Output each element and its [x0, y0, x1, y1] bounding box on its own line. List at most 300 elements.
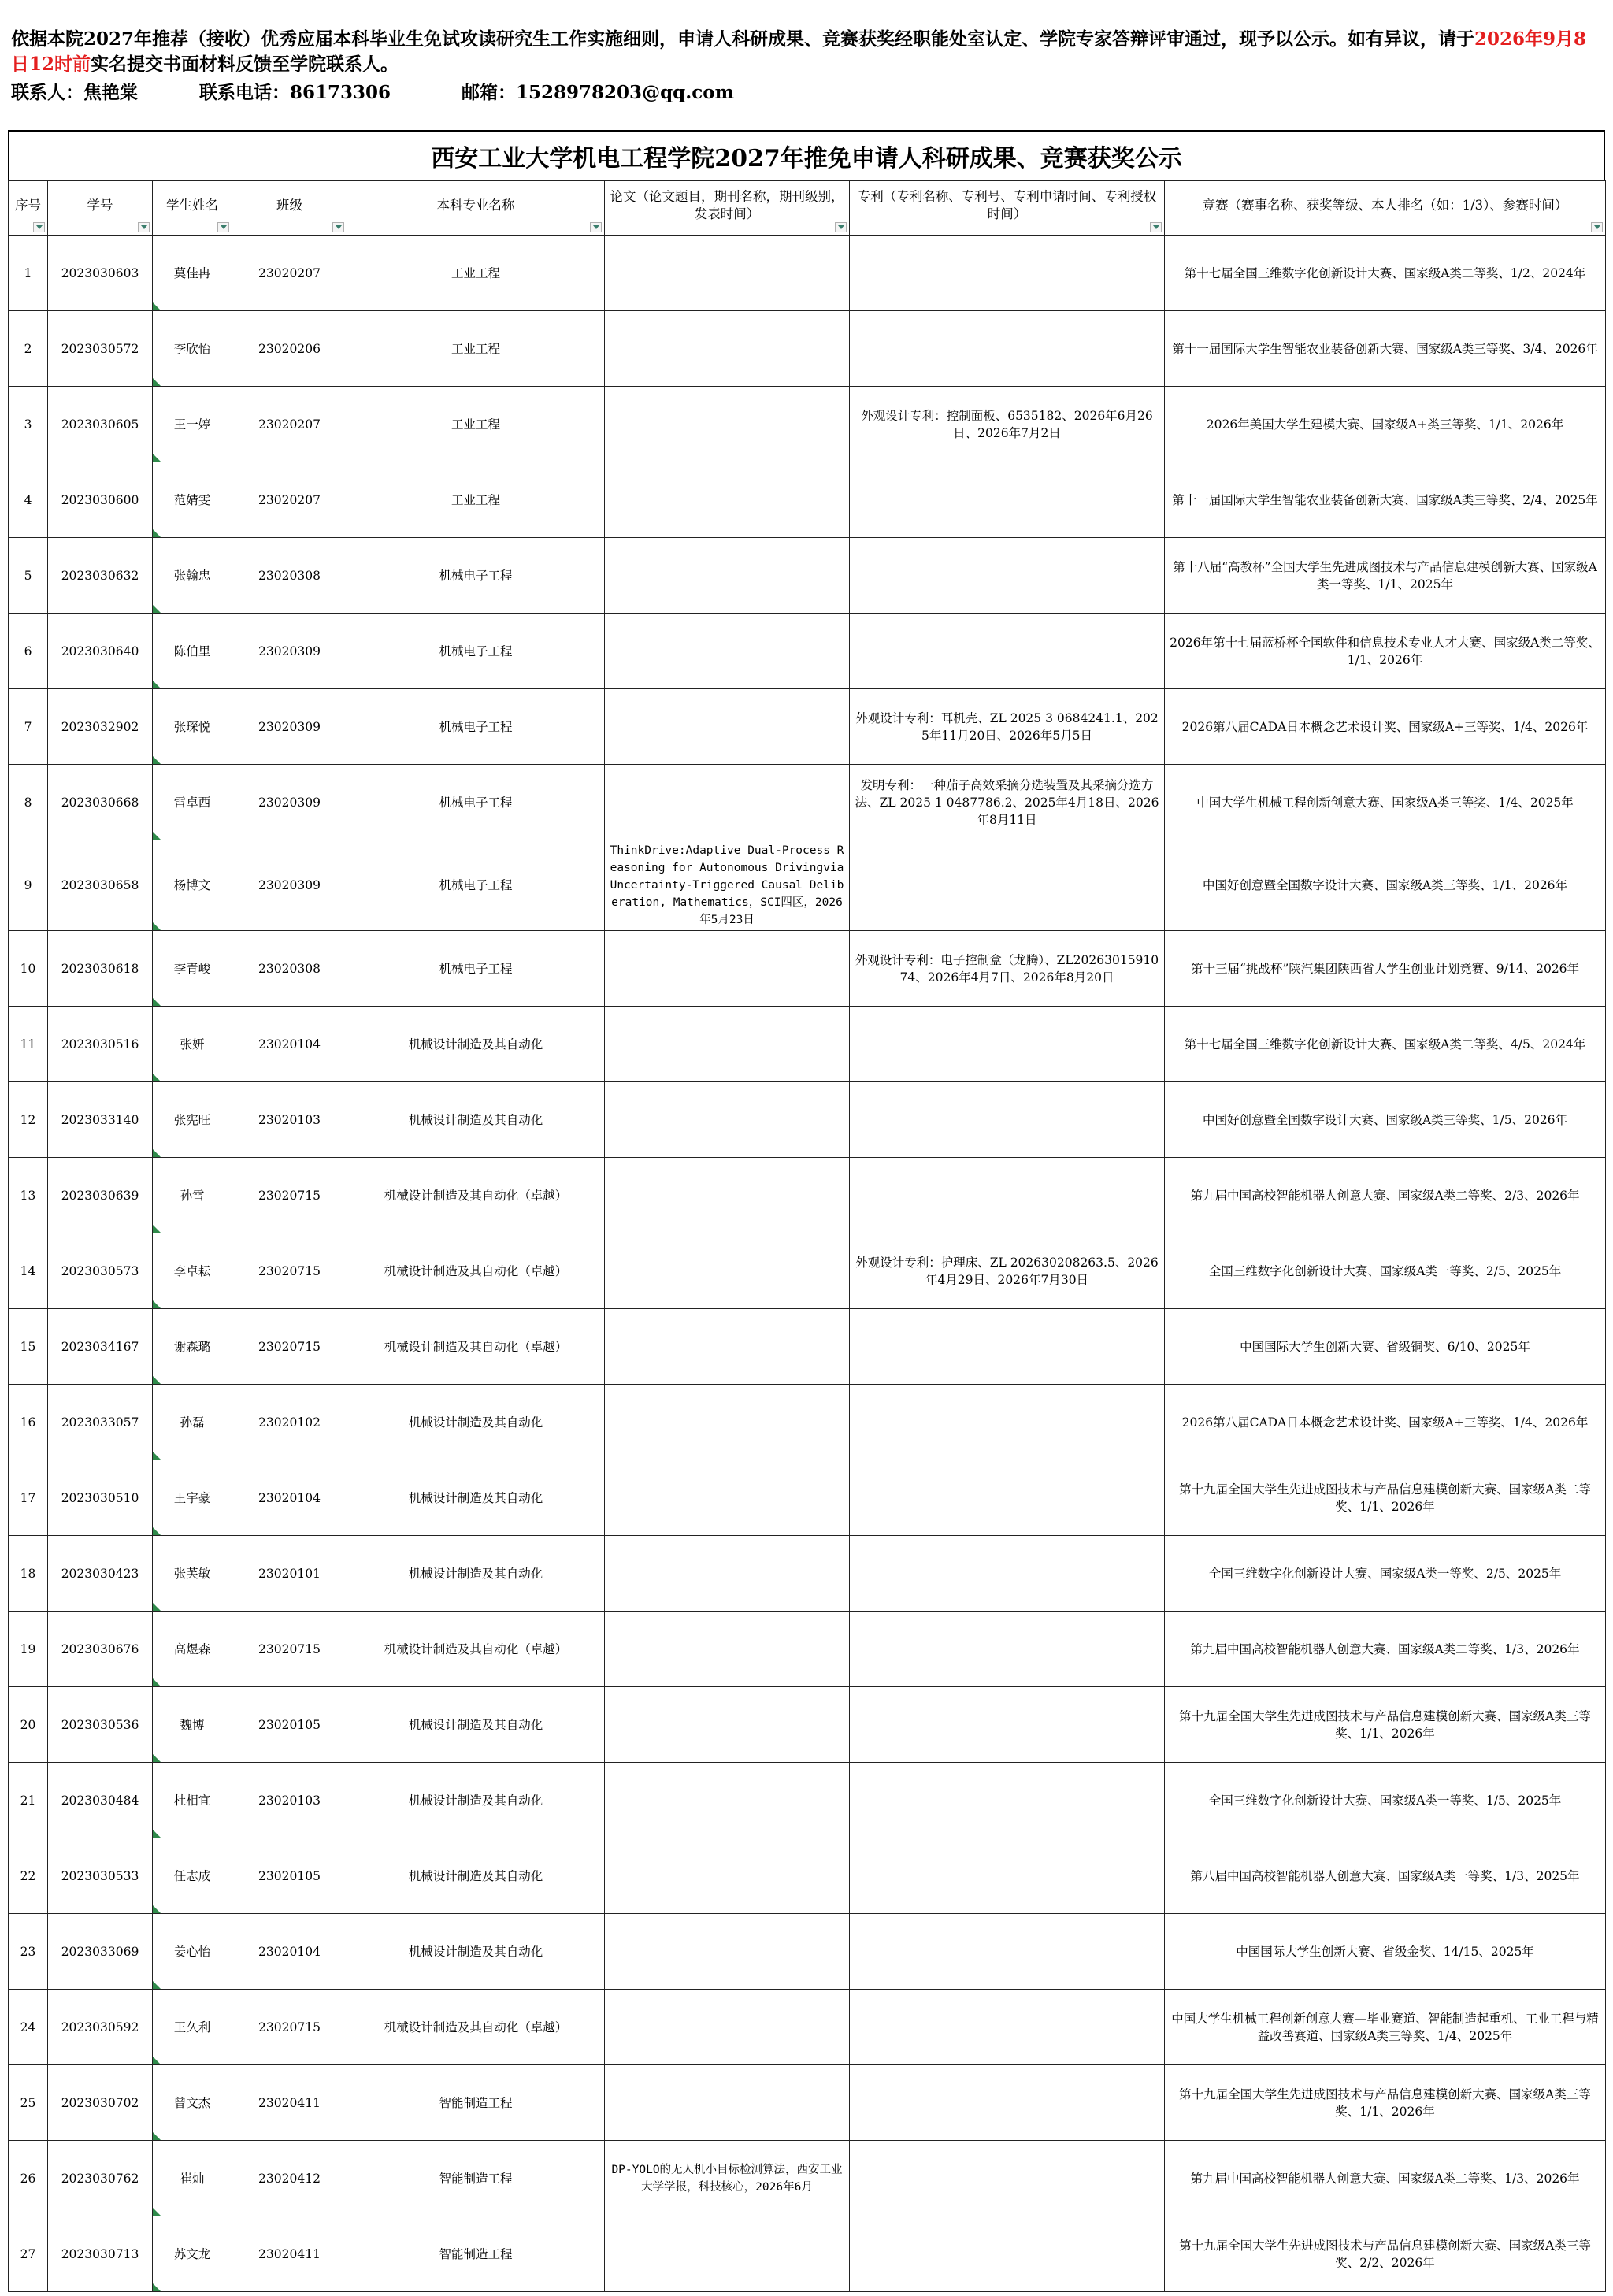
cell-major[interactable]: 机械设计制造及其自动化	[347, 1763, 605, 1838]
cell-student-name[interactable]: 张宪旺	[153, 1082, 232, 1158]
cell-class[interactable]: 23020715	[232, 1233, 347, 1309]
cell-paper[interactable]	[605, 538, 850, 614]
cell-class[interactable]: 23020715	[232, 1612, 347, 1687]
cell-student-id[interactable]: 2023030658	[48, 840, 153, 931]
cell-class[interactable]: 23020715	[232, 1309, 347, 1385]
cell-number[interactable]: 14	[9, 1233, 48, 1309]
cell-marker-icon	[153, 998, 161, 1006]
table-row	[9, 311, 1606, 387]
cell-paper[interactable]	[605, 931, 850, 1007]
cell-major[interactable]: 机械电子工程	[347, 840, 605, 931]
cell-paper[interactable]	[605, 1007, 850, 1082]
cell-major[interactable]: 机械设计制造及其自动化	[347, 1460, 605, 1536]
table-row	[9, 931, 1606, 1007]
cell-paper[interactable]	[605, 689, 850, 765]
cell-number[interactable]: 5	[9, 538, 48, 614]
cell-class[interactable]: 23020104	[232, 1007, 347, 1082]
cell-marker-icon	[153, 1678, 161, 1686]
cell-student-id[interactable]: 2023030423	[48, 1536, 153, 1612]
table-row	[9, 2216, 1606, 2292]
cell-patent[interactable]: 外观设计专利：电子控制盒（龙腾）、ZL2026301591074、2026年4月7日、2026年8月20日	[850, 931, 1165, 1007]
cell-major[interactable]: 机械电子工程	[347, 538, 605, 614]
cell-contest[interactable]: 第九届中国高校智能机器人创意大赛、国家级A类二等奖、1/3、2026年	[1165, 1612, 1606, 1687]
cell-student-name[interactable]: 张芙敏	[153, 1536, 232, 1612]
cell-number[interactable]: 18	[9, 1536, 48, 1612]
cell-contest[interactable]: 第十九届全国大学生先进成图技术与产品信息建模创新大赛、国家级A类二等奖、1/1、2026年	[1165, 1460, 1606, 1536]
cell-student-id[interactable]: 2023030603	[48, 236, 153, 311]
cell-number[interactable]: 4	[9, 462, 48, 538]
cell-patent[interactable]: 外观设计专利：护理床、ZL 202630208263.5、2026年4月29日、2026年7月30日	[850, 1233, 1165, 1309]
cell-student-id[interactable]: 2023030639	[48, 1158, 153, 1233]
header-label: 专利（专利名称、专利号、专利申请时间、专利授权时间）	[857, 189, 1157, 221]
header-label: 论文（论文题目，期刊名称，期刊级别，发表时间）	[610, 189, 844, 221]
cell-number[interactable]: 22	[9, 1838, 48, 1914]
cell-contest[interactable]: 第十三届“挑战杯”陕汽集团陕西省大学生创业计划竞赛、9/14、2026年	[1165, 931, 1606, 1007]
cell-student-name[interactable]: 崔灿	[153, 2141, 232, 2216]
cell-number[interactable]: 26	[9, 2141, 48, 2216]
cell-paper[interactable]	[605, 1763, 850, 1838]
cell-patent[interactable]	[850, 1158, 1165, 1233]
cell-patent[interactable]: 发明专利：一种茄子高效采摘分选装置及其采摘分选方法、ZL 2025 1 0487786.2、2025年4月18日、2026年8月11日	[850, 765, 1165, 840]
cell-class[interactable]: 23020715	[232, 1990, 347, 2065]
cell-contest[interactable]: 2026第八届CADA日本概念艺术设计奖、国家级A+三等奖、1/4、2026年	[1165, 1385, 1606, 1460]
cell-contest[interactable]: 第十九届全国大学生先进成图技术与产品信息建模创新大赛、国家级A类三等奖、1/1、2026年	[1165, 2065, 1606, 2141]
cell-patent[interactable]	[850, 1007, 1165, 1082]
cell-patent[interactable]	[850, 1385, 1165, 1460]
cell-student-id[interactable]: 2023030702	[48, 2065, 153, 2141]
cell-number[interactable]: 24	[9, 1990, 48, 2065]
cell-marker-icon	[153, 681, 161, 688]
notice-intro: 依据本院2027年推荐（接收）优秀应届本科毕业生免试攻读研究生工作实施细则，申请人科研成果、竞赛获奖经职能处室认定、学院专家答辩评审通过，现予以公示。如有异议，请于	[11, 28, 1475, 50]
cell-class[interactable]: 23020102	[232, 1385, 347, 1460]
cell-class[interactable]: 23020105	[232, 1687, 347, 1763]
cell-marker-icon	[153, 1527, 161, 1535]
cell-student-name[interactable]: 孙雪	[153, 1158, 232, 1233]
cell-marker-icon	[153, 1376, 161, 1384]
cell-major[interactable]: 工业工程	[347, 462, 605, 538]
cell-class[interactable]: 23020308	[232, 538, 347, 614]
cell-patent[interactable]	[850, 311, 1165, 387]
cell-patent[interactable]	[850, 1763, 1165, 1838]
cell-number[interactable]: 2	[9, 311, 48, 387]
header-label: 班级	[276, 198, 302, 213]
cell-class[interactable]: 23020412	[232, 2141, 347, 2216]
cell-number[interactable]: 27	[9, 2216, 48, 2292]
cell-paper[interactable]: ThinkDrive:Adaptive Dual-Process Reasoning for Autonomous Drivingvia Uncertainty-Triggered Causal Deliberation, Mathematics，SCI四区，2026年5月23日	[605, 840, 850, 931]
cell-number[interactable]: 11	[9, 1007, 48, 1082]
cell-marker-icon	[153, 1603, 161, 1611]
header-student-id	[48, 181, 153, 236]
cell-major[interactable]: 机械设计制造及其自动化（卓越）	[347, 1990, 605, 2065]
cell-number[interactable]: 23	[9, 1914, 48, 1990]
cell-class[interactable]: 23020103	[232, 1082, 347, 1158]
header-row	[9, 181, 1606, 236]
cell-contest[interactable]: 第十一届国际大学生智能农业装备创新大赛、国家级A类三等奖、2/4、2025年	[1165, 462, 1606, 538]
table-body	[9, 236, 1606, 2292]
filter-dropdown-icon[interactable]	[1150, 222, 1162, 232]
cell-number[interactable]: 3	[9, 387, 48, 462]
cell-number[interactable]: 10	[9, 931, 48, 1007]
cell-contest[interactable]: 中国大学生机械工程创新创意大赛、国家级A类三等奖、1/4、2025年	[1165, 765, 1606, 840]
cell-major[interactable]: 机械电子工程	[347, 931, 605, 1007]
cell-patent[interactable]	[850, 2065, 1165, 2141]
cell-student-id[interactable]: 2023030516	[48, 1007, 153, 1082]
table-row	[9, 538, 1606, 614]
cell-paper[interactable]	[605, 236, 850, 311]
cell-patent[interactable]	[850, 614, 1165, 689]
notice-deadline: 2026年9月8日12时前	[11, 28, 1587, 75]
cell-patent[interactable]	[850, 1082, 1165, 1158]
cell-marker-icon	[153, 529, 161, 537]
table-row	[9, 1460, 1606, 1536]
cell-class[interactable]: 23020104	[232, 1914, 347, 1990]
cell-major[interactable]: 机械设计制造及其自动化	[347, 1687, 605, 1763]
table-row	[9, 689, 1606, 765]
cell-major[interactable]: 机械设计制造及其自动化	[347, 1082, 605, 1158]
cell-contest[interactable]: 中国国际大学生创新大赛、省级铜奖、6/10、2025年	[1165, 1309, 1606, 1385]
filter-dropdown-icon[interactable]	[835, 222, 847, 232]
cell-number[interactable]: 15	[9, 1309, 48, 1385]
cell-patent[interactable]	[850, 1838, 1165, 1914]
cell-number[interactable]: 17	[9, 1460, 48, 1536]
cell-paper[interactable]	[605, 2065, 850, 2141]
cell-student-id[interactable]: 2023030572	[48, 311, 153, 387]
cell-major[interactable]: 智能制造工程	[347, 2065, 605, 2141]
cell-student-name[interactable]: 雷卓西	[153, 765, 232, 840]
cell-marker-icon	[153, 1300, 161, 1308]
cell-student-id[interactable]: 2023033069	[48, 1914, 153, 1990]
cell-paper[interactable]	[605, 1309, 850, 1385]
cell-marker-icon	[153, 2283, 161, 2291]
cell-paper[interactable]	[605, 765, 850, 840]
header-paper	[605, 181, 850, 236]
cell-marker-icon	[153, 2208, 161, 2216]
cell-student-id[interactable]: 2023030668	[48, 765, 153, 840]
cell-student-id[interactable]: 2023030592	[48, 1990, 153, 2065]
filter-dropdown-icon[interactable]	[138, 222, 150, 232]
cell-student-name[interactable]: 陈伯里	[153, 614, 232, 689]
cell-major[interactable]: 机械电子工程	[347, 689, 605, 765]
cell-paper[interactable]	[605, 1612, 850, 1687]
cell-class[interactable]: 23020309	[232, 765, 347, 840]
cell-contest[interactable]: 第十九届全国大学生先进成图技术与产品信息建模创新大赛、国家级A类三等奖、1/1、2026年	[1165, 1687, 1606, 1763]
table-row	[9, 1082, 1606, 1158]
cell-patent[interactable]	[850, 538, 1165, 614]
cell-paper[interactable]	[605, 387, 850, 462]
table-row	[9, 1914, 1606, 1990]
cell-marker-icon	[153, 832, 161, 840]
cell-student-name[interactable]: 范婧雯	[153, 462, 232, 538]
cell-paper[interactable]	[605, 462, 850, 538]
cell-patent[interactable]	[850, 1612, 1165, 1687]
cell-contest[interactable]: 第十九届全国大学生先进成图技术与产品信息建模创新大赛、国家级A类三等奖、2/2、2026年	[1165, 2216, 1606, 2292]
cell-marker-icon	[153, 1754, 161, 1762]
contact-email: 邮箱：1528978203@qq.com	[462, 82, 734, 103]
cell-student-id[interactable]: 2023030605	[48, 387, 153, 462]
cell-contest[interactable]: 全国三维数字化创新设计大赛、国家级A类一等奖、2/5、2025年	[1165, 1536, 1606, 1612]
cell-student-name[interactable]: 杜相宜	[153, 1763, 232, 1838]
cell-marker-icon	[153, 922, 161, 930]
cell-paper[interactable]	[605, 1233, 850, 1309]
cell-student-id[interactable]: 2023033140	[48, 1082, 153, 1158]
cell-marker-icon	[153, 1905, 161, 1913]
table-row	[9, 462, 1606, 538]
table-row	[9, 2065, 1606, 2141]
cell-number[interactable]: 1	[9, 236, 48, 311]
cell-patent[interactable]	[850, 1914, 1165, 1990]
cell-marker-icon	[153, 1981, 161, 1989]
cell-student-name[interactable]: 李青峻	[153, 931, 232, 1007]
table-row	[9, 1536, 1606, 1612]
cell-student-name[interactable]: 杨博文	[153, 840, 232, 931]
cell-contest[interactable]: 第九届中国高校智能机器人创意大赛、国家级A类二等奖、2/3、2026年	[1165, 1158, 1606, 1233]
cell-student-name[interactable]: 魏博	[153, 1687, 232, 1763]
cell-class[interactable]: 23020309	[232, 614, 347, 689]
table-row	[9, 1007, 1606, 1082]
table-row	[9, 1309, 1606, 1385]
cell-class[interactable]: 23020105	[232, 1838, 347, 1914]
cell-paper[interactable]	[605, 1385, 850, 1460]
cell-number[interactable]: 6	[9, 614, 48, 689]
cell-class[interactable]: 23020309	[232, 840, 347, 931]
cell-class[interactable]: 23020104	[232, 1460, 347, 1536]
cell-patent[interactable]: 外观设计专利：控制面板、6535182、2026年6月26日、2026年7月2日	[850, 387, 1165, 462]
cell-major[interactable]: 机械设计制造及其自动化	[347, 1536, 605, 1612]
table-row	[9, 1838, 1606, 1914]
cell-paper[interactable]	[605, 1460, 850, 1536]
cell-major[interactable]: 工业工程	[347, 387, 605, 462]
cell-paper[interactable]	[605, 1687, 850, 1763]
cell-student-id[interactable]: 2023032902	[48, 689, 153, 765]
cell-number[interactable]: 12	[9, 1082, 48, 1158]
cell-contest[interactable]: 第十七届全国三维数字化创新设计大赛、国家级A类二等奖、1/2、2024年	[1165, 236, 1606, 311]
cell-major[interactable]: 工业工程	[347, 311, 605, 387]
cell-student-id[interactable]: 2023030573	[48, 1233, 153, 1309]
cell-major[interactable]: 机械电子工程	[347, 614, 605, 689]
table-row	[9, 1990, 1606, 2065]
cell-patent[interactable]	[850, 840, 1165, 931]
cell-number[interactable]: 16	[9, 1385, 48, 1460]
cell-student-name[interactable]: 李欣怡	[153, 311, 232, 387]
cell-major[interactable]: 机械电子工程	[347, 765, 605, 840]
filter-dropdown-icon[interactable]	[332, 222, 344, 232]
cell-class[interactable]: 23020101	[232, 1536, 347, 1612]
cell-class[interactable]: 23020411	[232, 2065, 347, 2141]
cell-number[interactable]: 7	[9, 689, 48, 765]
filter-dropdown-icon[interactable]	[217, 222, 229, 232]
cell-contest[interactable]: 全国三维数字化创新设计大赛、国家级A类一等奖、2/5、2025年	[1165, 1233, 1606, 1309]
cell-patent[interactable]	[850, 462, 1165, 538]
cell-patent[interactable]	[850, 2216, 1165, 2292]
cell-student-id[interactable]: 2023030640	[48, 614, 153, 689]
cell-paper[interactable]	[605, 1838, 850, 1914]
cell-student-name[interactable]: 苏文龙	[153, 2216, 232, 2292]
cell-student-name[interactable]: 李卓耘	[153, 1233, 232, 1309]
cell-student-id[interactable]: 2023030632	[48, 538, 153, 614]
cell-patent[interactable]	[850, 1990, 1165, 2065]
cell-student-name[interactable]: 王久利	[153, 1990, 232, 2065]
table-row	[9, 1687, 1606, 1763]
table-row	[9, 840, 1606, 931]
cell-student-name[interactable]: 任志成	[153, 1838, 232, 1914]
cell-number[interactable]: 9	[9, 840, 48, 931]
table-row	[9, 765, 1606, 840]
cell-student-name[interactable]: 孙磊	[153, 1385, 232, 1460]
sheet-title: 西安工业大学机电工程学院2027年推免申请人科研成果、竞赛获奖公示	[8, 130, 1605, 180]
table-row	[9, 2141, 1606, 2216]
cell-major[interactable]: 智能制造工程	[347, 2216, 605, 2292]
cell-student-name[interactable]: 张翰忠	[153, 538, 232, 614]
cell-number[interactable]: 13	[9, 1158, 48, 1233]
header-contest	[1165, 181, 1606, 236]
header-major	[347, 181, 605, 236]
cell-class[interactable]: 23020207	[232, 462, 347, 538]
cell-major[interactable]: 机械设计制造及其自动化	[347, 1385, 605, 1460]
cell-student-name[interactable]: 曾文杰	[153, 2065, 232, 2141]
cell-major[interactable]: 机械设计制造及其自动化	[347, 1007, 605, 1082]
notice-outro: 实名提交书面材料反馈至学院联系人。	[91, 54, 399, 75]
cell-number[interactable]: 25	[9, 2065, 48, 2141]
cell-major[interactable]: 机械设计制造及其自动化	[347, 1914, 605, 1990]
cell-class[interactable]: 23020411	[232, 2216, 347, 2292]
cell-paper[interactable]	[605, 1990, 850, 2065]
cell-patent[interactable]	[850, 1687, 1165, 1763]
cell-major[interactable]: 机械设计制造及其自动化（卓越）	[347, 1158, 605, 1233]
cell-marker-icon	[153, 2057, 161, 2064]
table-row	[9, 1233, 1606, 1309]
cell-student-name[interactable]: 张妍	[153, 1007, 232, 1082]
filter-dropdown-icon[interactable]	[33, 222, 45, 232]
cell-class[interactable]: 23020103	[232, 1763, 347, 1838]
cell-marker-icon	[153, 1225, 161, 1233]
cell-paper[interactable]	[605, 1914, 850, 1990]
cell-student-id[interactable]: 2023030676	[48, 1612, 153, 1687]
table-row	[9, 236, 1606, 311]
cell-contest[interactable]: 2026年美国大学生建模大赛、国家级A+类三等奖、1/1、2026年	[1165, 387, 1606, 462]
cell-contest[interactable]: 2026年第十七届蓝桥杯全国软件和信息技术专业人才大赛、国家级A类二等奖、1/1、2026年	[1165, 614, 1606, 689]
cell-major[interactable]: 机械设计制造及其自动化（卓越）	[347, 1612, 605, 1687]
cell-contest[interactable]: 第十一届国际大学生智能农业装备创新大赛、国家级A类三等奖、3/4、2026年	[1165, 311, 1606, 387]
header-name	[153, 181, 232, 236]
cell-contest[interactable]: 中国国际大学生创新大赛、省级金奖、14/15、2025年	[1165, 1914, 1606, 1990]
cell-contest[interactable]: 中国大学生机械工程创新创意大赛—毕业赛道、智能制造起重机、工业工程与精益改善赛道、国家级A类三等奖、1/4、2025年	[1165, 1990, 1606, 2065]
cell-marker-icon	[153, 1830, 161, 1838]
contact-phone: 联系电话：86173306	[199, 82, 391, 103]
cell-paper[interactable]	[605, 1536, 850, 1612]
cell-major[interactable]: 机械设计制造及其自动化（卓越）	[347, 1309, 605, 1385]
cell-marker-icon	[153, 454, 161, 462]
cell-student-id[interactable]: 2023030618	[48, 931, 153, 1007]
filter-dropdown-icon[interactable]	[1591, 222, 1603, 232]
cell-student-id[interactable]: 2023030713	[48, 2216, 153, 2292]
header-label: 学号	[87, 198, 113, 213]
cell-contest[interactable]: 第十七届全国三维数字化创新设计大赛、国家级A类二等奖、4/5、2024年	[1165, 1007, 1606, 1082]
cell-marker-icon	[153, 302, 161, 310]
cell-patent[interactable]	[850, 236, 1165, 311]
cell-paper[interactable]	[605, 614, 850, 689]
cell-major[interactable]: 智能制造工程	[347, 2141, 605, 2216]
cell-paper[interactable]	[605, 2216, 850, 2292]
cell-contest[interactable]: 中国好创意暨全国数字设计大赛、国家级A类三等奖、1/5、2026年	[1165, 1082, 1606, 1158]
cell-major[interactable]: 机械设计制造及其自动化	[347, 1838, 605, 1914]
cell-student-id[interactable]: 2023030533	[48, 1838, 153, 1914]
filter-dropdown-icon[interactable]	[590, 222, 602, 232]
cell-contest[interactable]: 第八届中国高校智能机器人创意大赛、国家级A类一等奖、1/3、2025年	[1165, 1838, 1606, 1914]
cell-patent[interactable]	[850, 1536, 1165, 1612]
header-label: 序号	[15, 198, 41, 213]
cell-paper[interactable]	[605, 1082, 850, 1158]
cell-student-id[interactable]: 2023030536	[48, 1687, 153, 1763]
cell-student-name[interactable]: 张琛悦	[153, 689, 232, 765]
cell-marker-icon	[153, 378, 161, 386]
cell-class[interactable]: 23020308	[232, 931, 347, 1007]
cell-paper[interactable]: DP-YOLO的无人机小目标检测算法，西安工业大学学报，科技核心，2026年6月	[605, 2141, 850, 2216]
results-table	[8, 180, 1606, 2292]
cell-paper[interactable]	[605, 311, 850, 387]
table-row	[9, 1158, 1606, 1233]
cell-contest[interactable]: 2026第八届CADA日本概念艺术设计奖、国家级A+三等奖、1/4、2026年	[1165, 689, 1606, 765]
cell-student-name[interactable]: 高煜森	[153, 1612, 232, 1687]
table-row	[9, 1385, 1606, 1460]
cell-class[interactable]: 23020207	[232, 236, 347, 311]
cell-contest[interactable]: 第九届中国高校智能机器人创意大赛、国家级A类二等奖、1/3、2026年	[1165, 2141, 1606, 2216]
cell-student-id[interactable]: 2023030510	[48, 1460, 153, 1536]
cell-paper[interactable]	[605, 1158, 850, 1233]
cell-student-id[interactable]: 2023030600	[48, 462, 153, 538]
cell-patent[interactable]	[850, 2141, 1165, 2216]
cell-patent[interactable]	[850, 1460, 1165, 1536]
cell-student-id[interactable]: 2023030762	[48, 2141, 153, 2216]
header-label: 学生姓名	[166, 198, 218, 213]
cell-student-name[interactable]: 王一婷	[153, 387, 232, 462]
cell-marker-icon	[153, 605, 161, 613]
table-row	[9, 1763, 1606, 1838]
cell-contest[interactable]: 第十八届“高教杯”全国大学生先进成图技术与产品信息建模创新大赛、国家级A类一等奖、1/1、2025年	[1165, 538, 1606, 614]
cell-student-id[interactable]: 2023033057	[48, 1385, 153, 1460]
cell-class[interactable]: 23020715	[232, 1158, 347, 1233]
notice-text	[11, 27, 1602, 77]
cell-number[interactable]: 19	[9, 1612, 48, 1687]
cell-marker-icon	[153, 1149, 161, 1157]
header-patent	[850, 181, 1165, 236]
header-no	[9, 181, 48, 236]
cell-marker-icon	[153, 756, 161, 764]
header-label: 竞赛（赛事名称、获奖等级、本人排名（如：1/3）、参赛时间）	[1202, 198, 1568, 213]
cell-contest[interactable]: 全国三维数字化创新设计大赛、国家级A类一等奖、1/5、2025年	[1165, 1763, 1606, 1838]
cell-number[interactable]: 20	[9, 1687, 48, 1763]
cell-student-name[interactable]: 莫佳冉	[153, 236, 232, 311]
cell-major[interactable]: 机械设计制造及其自动化（卓越）	[347, 1233, 605, 1309]
cell-number[interactable]: 21	[9, 1763, 48, 1838]
cell-student-id[interactable]: 2023030484	[48, 1763, 153, 1838]
cell-class[interactable]: 23020309	[232, 689, 347, 765]
cell-marker-icon	[153, 1452, 161, 1460]
table-row	[9, 1612, 1606, 1687]
cell-contest[interactable]: 中国好创意暨全国数字设计大赛、国家级A类三等奖、1/1、2026年	[1165, 840, 1606, 931]
cell-patent[interactable]	[850, 1309, 1165, 1385]
cell-student-name[interactable]: 王宇豪	[153, 1460, 232, 1536]
contact-line	[11, 80, 1602, 106]
contact-person: 联系人：焦艳棠	[11, 82, 138, 103]
cell-student-id[interactable]: 2023034167	[48, 1309, 153, 1385]
cell-student-name[interactable]: 姜心怡	[153, 1914, 232, 1990]
cell-student-name[interactable]: 谢森璐	[153, 1309, 232, 1385]
cell-class[interactable]: 23020207	[232, 387, 347, 462]
cell-major[interactable]: 工业工程	[347, 236, 605, 311]
cell-number[interactable]: 8	[9, 765, 48, 840]
cell-class[interactable]: 23020206	[232, 311, 347, 387]
cell-patent[interactable]: 外观设计专利：耳机壳、ZL 2025 3 0684241.1、2025年11月20日、2026年5月5日	[850, 689, 1165, 765]
